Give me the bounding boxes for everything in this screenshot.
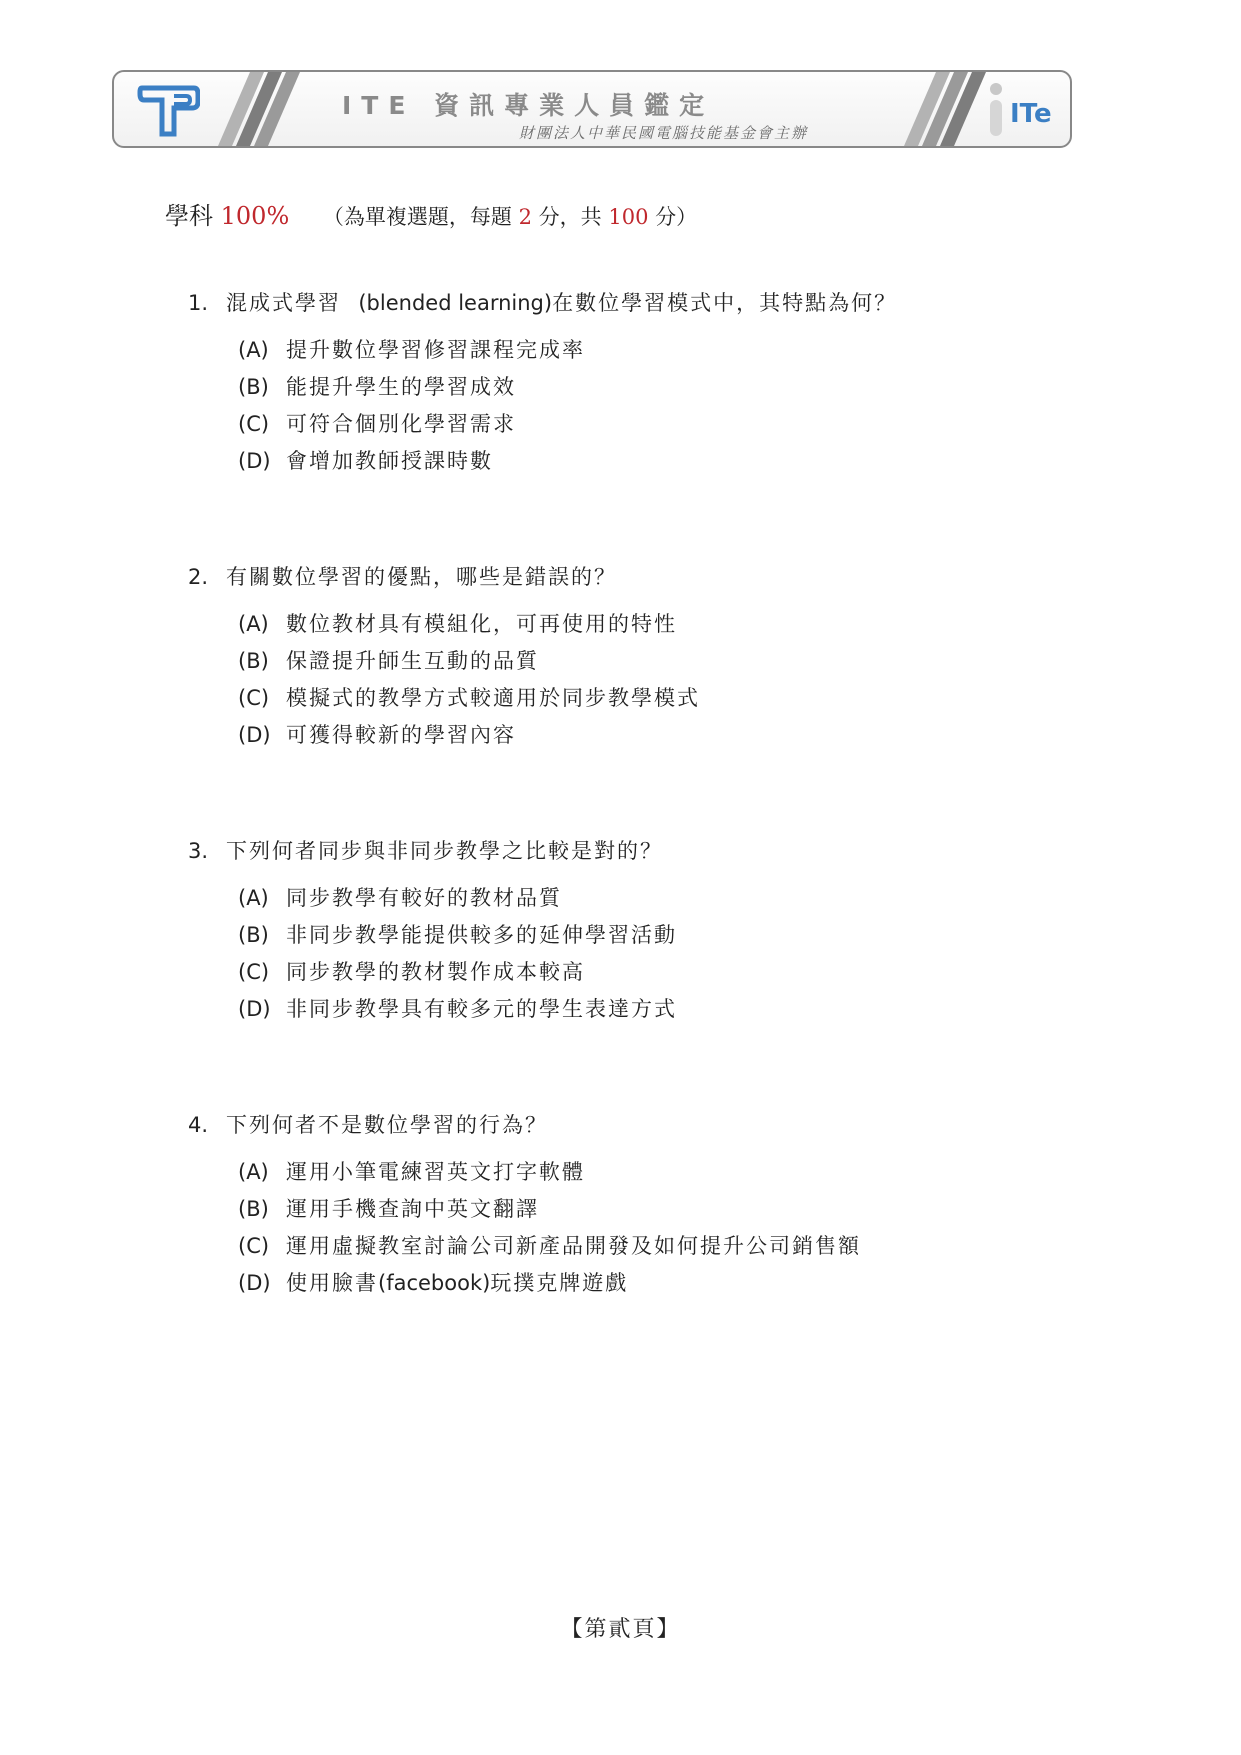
question-3 bbox=[188, 834, 1148, 1028]
option-label: (A) bbox=[238, 612, 269, 636]
option-d bbox=[238, 991, 1148, 1028]
option-b bbox=[238, 917, 1148, 954]
option-label: (B) bbox=[238, 1197, 269, 1221]
question-1 bbox=[188, 286, 1148, 480]
option-a bbox=[238, 332, 1148, 369]
points-total: 100 bbox=[608, 205, 649, 229]
option-text: 非同步教學能提供較多的延伸學習活動 bbox=[286, 923, 677, 947]
note-mid: 分，共 bbox=[538, 205, 602, 229]
tqc-logo-icon bbox=[136, 78, 200, 140]
option-c bbox=[238, 954, 1148, 991]
option-c bbox=[238, 680, 1148, 717]
option-text: 同步教學的教材製作成本較高 bbox=[286, 960, 585, 984]
note-open: （為單複選題，每題 bbox=[322, 205, 512, 229]
subject-line bbox=[165, 196, 697, 231]
option-text: 運用小筆電練習英文打字軟體 bbox=[286, 1160, 585, 1184]
option-a bbox=[238, 606, 1148, 643]
question-stem bbox=[188, 286, 1148, 320]
option-label: (C) bbox=[238, 960, 270, 984]
option-text: 運用手機查詢中英文翻譯 bbox=[286, 1197, 539, 1221]
option-c bbox=[238, 1228, 1148, 1265]
option-label: (D) bbox=[238, 449, 271, 473]
option-label: (D) bbox=[238, 1271, 271, 1295]
option-text: 模擬式的教學方式較適用於同步教學模式 bbox=[286, 686, 700, 710]
option-label: (A) bbox=[238, 338, 269, 362]
option-label: (C) bbox=[238, 1234, 270, 1258]
header-banner bbox=[112, 70, 1072, 148]
decorative-stripes-left bbox=[210, 72, 302, 146]
subject-note bbox=[323, 205, 697, 229]
question-stem-text: 下列何者不是數位學習的行為？ bbox=[226, 1113, 548, 1137]
option-text: 運用虛擬教室討論公司新產品開發及如何提升公司銷售額 bbox=[286, 1234, 861, 1258]
option-text: 數位教材具有模組化，可再使用的特性 bbox=[286, 612, 677, 636]
option-text: 非同步教學具有較多元的學生表達方式 bbox=[286, 997, 677, 1021]
question-number: 4. bbox=[188, 1113, 209, 1137]
question-2 bbox=[188, 560, 1148, 754]
option-text: 可符合個別化學習需求 bbox=[286, 412, 516, 436]
banner-subtitle: 財團法人中華民國電腦技能基金會主辦 bbox=[519, 124, 809, 142]
option-text: 同步教學有較好的教材品質 bbox=[286, 886, 562, 910]
option-list bbox=[238, 880, 1148, 1028]
option-text: 保證提升師生互動的品質 bbox=[286, 649, 539, 673]
option-label: (D) bbox=[238, 997, 271, 1021]
question-stem-text-cont: 在數位學習模式中，其特點為何？ bbox=[552, 291, 898, 315]
question-stem-text: 有關數位學習的優點，哪些是錯誤的？ bbox=[226, 565, 617, 589]
option-label: (D) bbox=[238, 723, 271, 747]
question-number: 1. bbox=[188, 291, 209, 315]
option-text: 提升數位學習修習課程完成率 bbox=[286, 338, 585, 362]
subject-label: 學科 bbox=[165, 202, 213, 230]
option-a bbox=[238, 1154, 1148, 1191]
option-list bbox=[238, 332, 1148, 480]
banner-title: ITE 資訊專業人員鑑定 bbox=[342, 91, 715, 120]
question-number: 3. bbox=[188, 839, 209, 863]
option-label: (A) bbox=[238, 886, 269, 910]
question-stem bbox=[188, 560, 1148, 594]
question-stem-text: 下列何者同步與非同步教學之比較是對的？ bbox=[226, 839, 663, 863]
option-a bbox=[238, 880, 1148, 917]
option-text-cont: 玩撲克牌遊戲 bbox=[490, 1271, 629, 1295]
option-b bbox=[238, 1191, 1148, 1228]
option-label: (B) bbox=[238, 375, 269, 399]
option-d bbox=[238, 717, 1148, 754]
question-stem-latin: (blended learning) bbox=[358, 291, 553, 315]
option-text: 可獲得較新的學習內容 bbox=[286, 723, 516, 747]
option-d bbox=[238, 443, 1148, 480]
option-text: 使用臉書 bbox=[286, 1271, 378, 1295]
option-text: 會增加教師授課時數 bbox=[286, 449, 493, 473]
option-label: (B) bbox=[238, 923, 269, 947]
option-b bbox=[238, 643, 1148, 680]
option-list bbox=[238, 606, 1148, 754]
points-each: 2 bbox=[518, 205, 532, 229]
option-d bbox=[238, 1265, 1148, 1302]
question-stem bbox=[188, 834, 1148, 868]
option-label: (A) bbox=[238, 1160, 269, 1184]
question-4 bbox=[188, 1108, 1148, 1302]
question-number: 2. bbox=[188, 565, 209, 589]
page-number: 【第貳頁】 bbox=[560, 1617, 681, 1642]
ite-logo-text: ITe bbox=[1010, 99, 1052, 129]
option-c bbox=[238, 406, 1148, 443]
ite-logo-icon bbox=[982, 80, 1066, 140]
option-b bbox=[238, 369, 1148, 406]
option-text-latin: (facebook) bbox=[378, 1271, 491, 1295]
question-stem-text: 混成式學習 bbox=[226, 291, 341, 315]
subject-percent: 100% bbox=[220, 202, 290, 230]
option-label: (C) bbox=[238, 412, 270, 436]
option-text: 能提升學生的學習成效 bbox=[286, 375, 516, 399]
option-label: (C) bbox=[238, 686, 270, 710]
option-label: (B) bbox=[238, 649, 269, 673]
option-list bbox=[238, 1154, 1148, 1302]
decorative-stripes-right bbox=[900, 72, 992, 146]
question-stem bbox=[188, 1108, 1148, 1142]
note-close: 分） bbox=[655, 205, 698, 229]
